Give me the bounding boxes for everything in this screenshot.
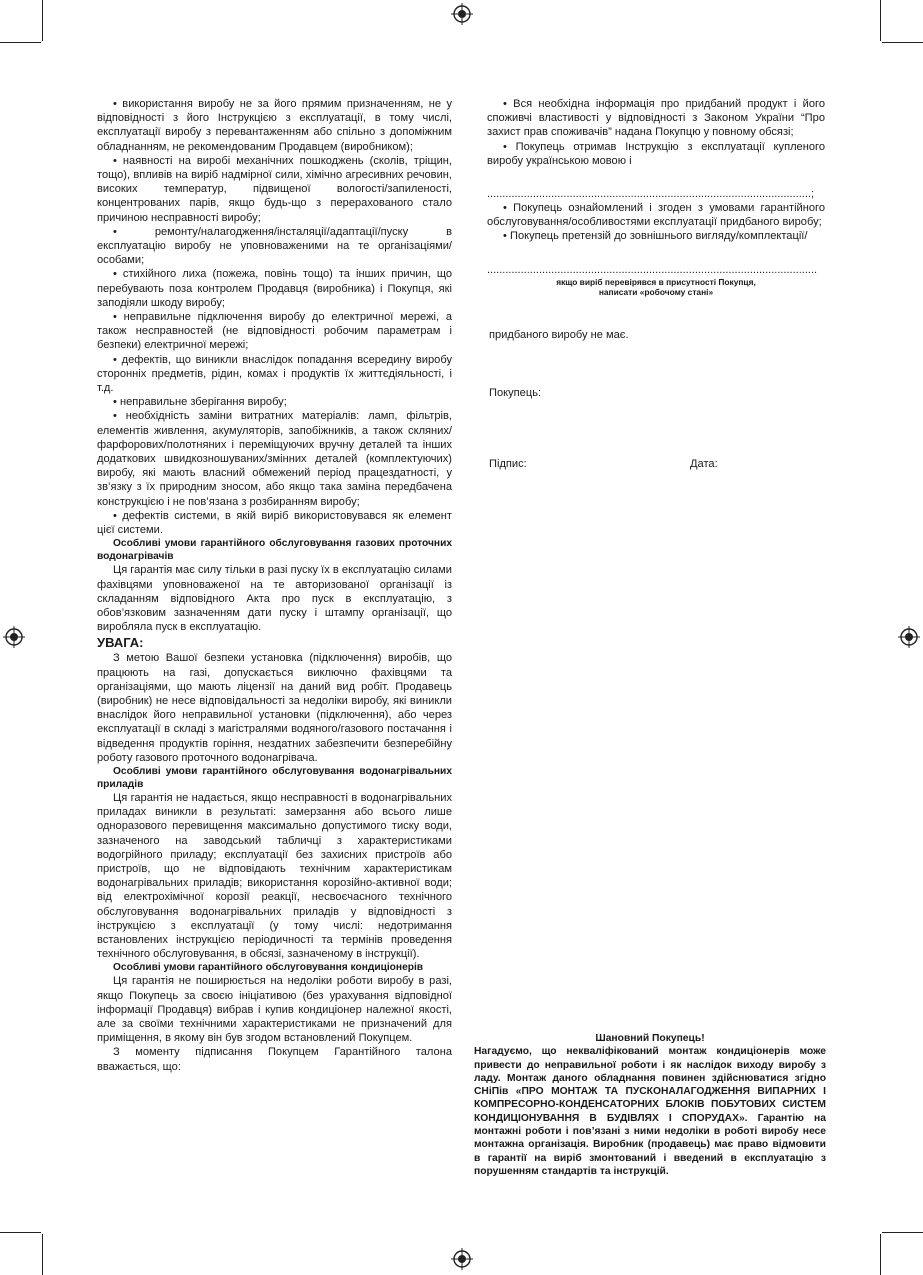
fill-line: ..........................................................................................................; <box>487 188 815 201</box>
exclusion-item: • стихійного лиха (пожежа, повінь тощо) та інших причин, що перебувають поза контролем Продавця (виробника) і Покупця, які заподіяли шкоду виробу; <box>97 268 452 309</box>
warranty-acceptance-text: З моменту підписання Покупцем Гарантійного талона вважається, що: <box>97 1046 452 1073</box>
warning-text: З метою Вашої безпеки установка (підключення) виробів, що працюють на газі, допускається виключно фахівцями та організаціями, що мають ліцензії на даний вид робіт. Продавець (виробник) не несе відповідальності за недоліки виробу, які виникли внаслідок його неправильної установки (підключення), або через експлуатації в складі з магістралями водяного/газового постачання і відведення продуктів горіння, нездатних забезпечити безперебійну роботу газового проточного водонагрівача. <box>97 652 452 764</box>
acceptance-item: • Покупець претензій до зовнішнього вигляду/комплектації/ <box>503 230 808 243</box>
exclusion-item: • неправильне зберігання виробу; <box>113 396 287 409</box>
crop-mark <box>42 0 43 41</box>
exclusion-item: • наявності на виробі механічних пошкоджень (сколів, тріщин, тощо), впливів на виріб надмірної сили, хімічно агресивних речовин, високих температур, підвищеної вологості/запиленості, концентрованих парів, якщо будь-що з перерахованого стало причиною несправності виробу; <box>97 154 452 224</box>
registration-mark-icon <box>451 1248 473 1270</box>
exclusion-item: • ремонту/налагодження/інсталяції/адаптації/пуску в експлуатацію виробу не уповноваженими на те організаціями/особами; <box>97 225 452 267</box>
signature-label: Підпис: <box>489 458 527 470</box>
exclusion-item: • дефектів, що виникли внаслідок попадання всередину виробу сторонніх предметів, рідин, комах і продуктів їх життєдіяльності, і т.д. <box>97 353 452 395</box>
crop-mark <box>42 1234 43 1275</box>
exclusion-item: • використання виробу не за його прямим призначенням, не у відповідності з його Інструкцією з експлуатації, в тому числі, експлуатації виробу з перевантаженням або спільно з допоміжним обладнанням, не рекомендованим Продавцем (виробником); <box>97 98 452 153</box>
acceptance-item: • Покупець отримав Інструкцію з експлуатації купленого виробу українською мовою і <box>487 140 825 167</box>
installation-notice <box>474 1032 826 1178</box>
buyer-label: Покупець: <box>489 387 542 399</box>
water-heaters-heading: Особливі умови гарантійного обслуговування водонагрівальних приладів <box>97 765 452 790</box>
crop-mark <box>0 42 41 43</box>
acceptance-item: • Вся необхідна інформація про придбаний продукт і його споживчі властивості у відповідності з Законом України “Про захист прав споживачів” надана Покупцю у повному обсязі; <box>487 98 825 139</box>
gas-heaters-text: Ця гарантія має силу тільки в разі пуску їх в експлуатацію силами фахівцями уповноваженої на те авторизованої організації із складанням відповідного Акта про пуск в експлуатацію, з обов’язковим зазначенням дати пуску і штампу організації, що виробляла пуск в експлуатацію. <box>97 564 452 634</box>
exclusion-item: • дефектів системи, в якій виріб використовувався як елемент цієї системи. <box>97 509 452 537</box>
right-column <box>487 97 825 297</box>
crop-mark <box>0 1232 41 1233</box>
fill-line-caption: написати «робочому стані» <box>598 286 714 297</box>
gas-heaters-heading: Особливі умови гарантійного обслуговування газових проточних водонагрівачів <box>97 538 452 563</box>
exclusion-item: • неправильне підключення виробу до електричної мережі, а також несправностей (не відповідності робочим параметрам і безпеки) електричної мережі; <box>97 311 452 352</box>
registration-mark-icon <box>898 626 920 648</box>
no-claims-text: придбаного виробу не має. <box>489 329 629 341</box>
warning-title: УВАГА: <box>97 635 144 651</box>
date-label: Дата: <box>690 458 718 470</box>
air-conditioners-text: Ця гарантія не поширюється на недоліки роботи виробу в разі, якщо Покупець за своєю ініціативою (без урахування відповідної інформації Продавця) вибрав і купив кондиціонер належної якості, але за своїми технічними характеристиками не призначений для приміщення, в якому він був згодом встановлений Покупцем. <box>97 975 452 1045</box>
crop-mark <box>882 42 923 43</box>
registration-mark-icon <box>3 626 25 648</box>
registration-mark-icon <box>451 3 473 25</box>
crop-mark <box>880 1234 881 1275</box>
air-conditioners-heading: Особливі умови гарантійного обслуговування кондиціонерів <box>113 962 424 974</box>
crop-mark <box>880 0 881 41</box>
notice-text: Нагадуємо, що некваліфікований монтаж кондиціонерів може привести до неправильної роботи і як наслідок виходу виробу з ладу. Монтаж даного обладнання повинен здійснюватися згідно СНіПів «ПРО МОНТАЖ ТА ПУСКОНАЛАГОДЖЕННЯ ВИПАРНИХ І КОМПРЕСОРНО-КОНДЕНСАТОРНИХ БЛОКІВ ПОБУТОВИХ СИСТЕМ КОНДИЦІОНУВАННЯ В БУДІВЛЯХ І СПОРУДАХ». Гарантію на монтажні роботи і пов’язані з ними недоліки в роботі виробу несе монтажна організація. Виробник (продавець) має право відмовити в гарантії на виріб змонтований і введений в експлуатацію з порушенням стандартів та інструкцій. <box>474 1046 826 1177</box>
water-heaters-text: Ця гарантія не надається, якщо несправності в водонагрівальних приладах виникли в результаті: замерзання або всього лише одноразового перевищення максимально допустимого тиску води, зазначеного на заводський табличці з характеристиками водогрійного приладу; експлуатації без захисних пристроїв або пристроїв, що не відповідають технічним характеристикам водонагрівальних приладів; використання корозійно-активної води; від електрохімічної корозії реакції, несвоєчасного технічного обслуговування водонагрівальних приладів у відповідності з інструкцією з експлуатації (у тому числі: недотримання встановлених інструкцією періодичності та термінів проведення технічного обслуговування, в обсязі, зазначеному в інструкції). <box>97 791 452 961</box>
left-column <box>97 97 452 1074</box>
acceptance-item: • Покупець ознайомлений і згоден з умовами гарантійного обслуговування/особливостями експлуатації придбаного виробу; <box>487 202 825 229</box>
fill-line: ............................................................................................................ <box>487 263 818 276</box>
exclusion-item: • необхідність заміни витратних матеріалів: ламп, фільтрів, елементів живлення, акумуляторів, запобіжників, а також скляних/фарфорових/полотняних і переміщуючих вручну деталей та інших додаткових швидкозношуваних/змінних деталей (комплектуючих) виробу, які мають власний обмежений період працездатності, у зв’язку з їх природним зносом, або якщо така заміна передбачена конструкцією і не пов’язана з розбиранням виробу; <box>97 410 452 508</box>
crop-mark <box>882 1232 923 1233</box>
notice-title: Шановний Покупець! <box>595 1033 705 1044</box>
fill-line-caption: якщо виріб перевірявся в присутності Покупця, <box>556 276 756 287</box>
